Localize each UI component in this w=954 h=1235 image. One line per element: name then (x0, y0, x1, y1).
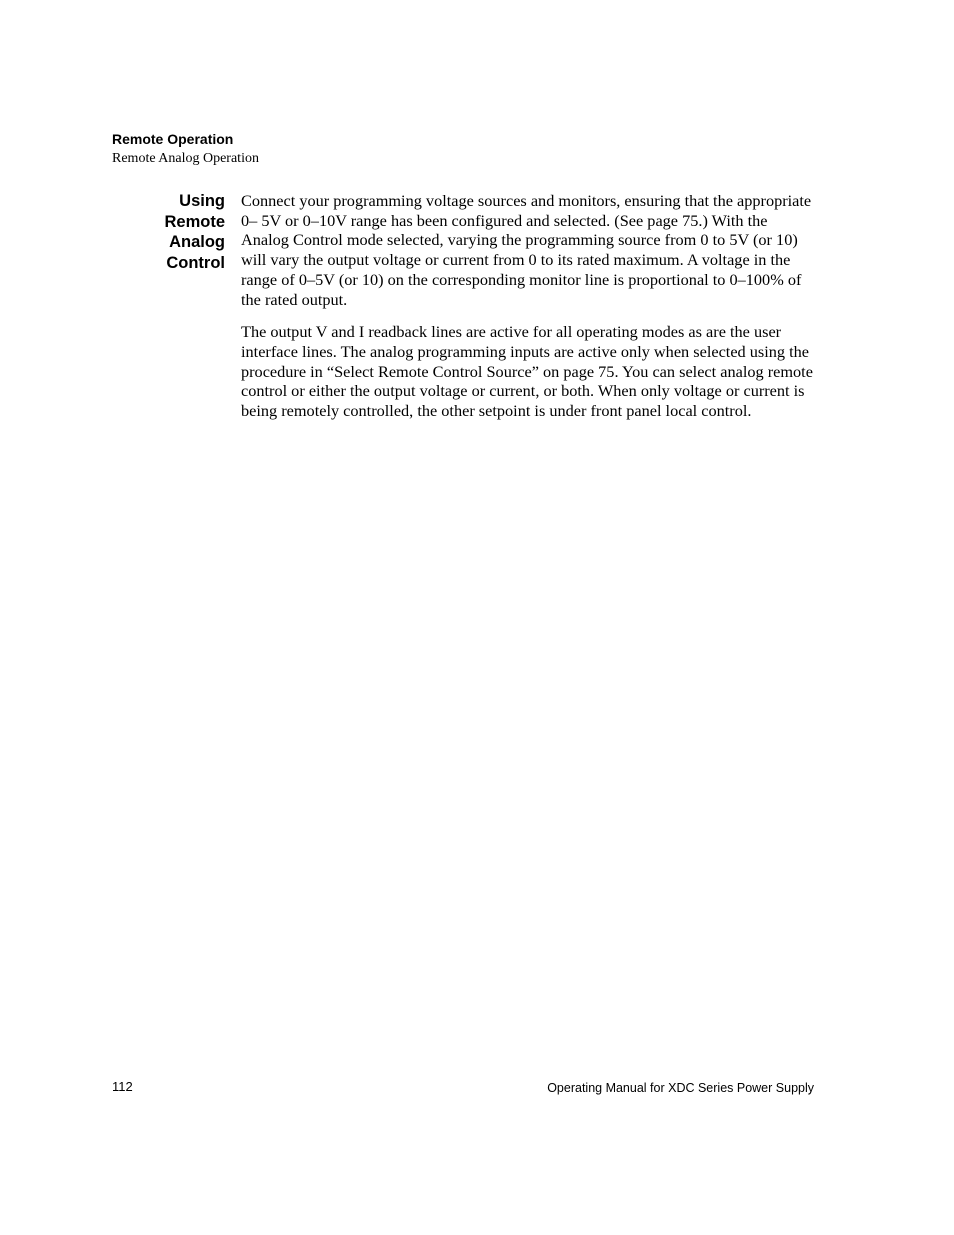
section-heading (140, 191, 225, 273)
section-heading-line: Analog (169, 233, 225, 251)
page-number: 112 (112, 1079, 133, 1094)
section-heading-line: Using (179, 192, 225, 210)
body-text (241, 191, 816, 434)
body-paragraph: The output V and I readback lines are active for all operating modes as are the user interface lines. The analog programming inputs are active only when selected using the procedure in “Select Remote Control Source” on page 75. You can select analog remote control or either the output voltage or current, or both. When only voltage or current is being remotely controlled, the other setpoint is under front panel local control. (241, 322, 813, 421)
section-heading-line: Control (166, 253, 225, 272)
running-header-section: Remote Operation (112, 131, 234, 147)
section-heading-line: Remote (164, 212, 225, 231)
body-paragraph: Connect your programming voltage sources and monitors, ensuring that the appropriate 0– 5V or 0–10V range has been configured and selected. (See page 75.) With the Analog Control mode selected, varying the programming source from 0 to 5V (or 10) will vary the output voltage or current from 0 to its rated maximum. A voltage in the range of 0–5V (or 10) on the corresponding monitor line is proportional to 0–100% of the rated output. (241, 191, 812, 309)
running-header-subsection: Remote Analog Operation (112, 151, 259, 166)
footer-manual-title: Operating Manual for XDC Series Power Supply (547, 1081, 814, 1095)
